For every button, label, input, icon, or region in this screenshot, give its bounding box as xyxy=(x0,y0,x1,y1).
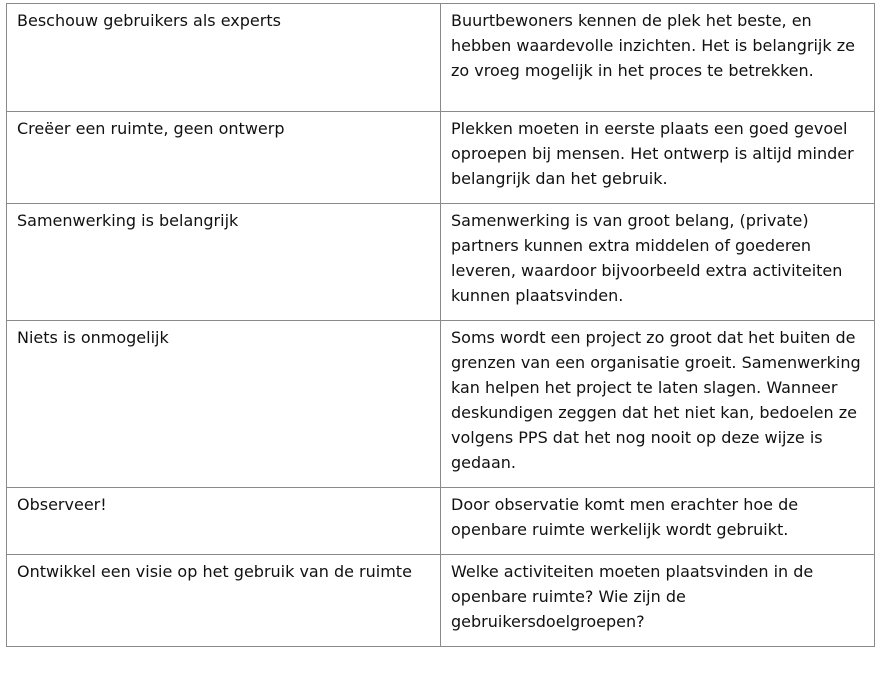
principles-table xyxy=(6,3,875,647)
table-row xyxy=(7,4,875,112)
description-cell: Samenwerking is van groot belang, (private) partners kunnen extra middelen of goederen leveren, waardoor bijvoorbeeld extra activiteiten kunnen plaatsvinden. xyxy=(441,204,875,321)
principle-cell: Observeer! xyxy=(7,488,441,555)
description-cell: Buurtbewoners kennen de plek het beste, en hebben waardevolle inzichten. Het is belangrijk ze zo vroeg mogelijk in het proces te betrekken. xyxy=(441,4,875,112)
principle-cell: Creëer een ruimte, geen ontwerp xyxy=(7,112,441,204)
table-row xyxy=(7,204,875,321)
table-row xyxy=(7,321,875,488)
principle-cell: Ontwikkel een visie op het gebruik van de ruimte xyxy=(7,555,441,647)
principle-cell: Niets is onmogelijk xyxy=(7,321,441,488)
description-cell: Welke activiteiten moeten plaatsvinden in de openbare ruimte? Wie zijn de gebruikersdoelgroepen? xyxy=(441,555,875,647)
principle-cell: Beschouw gebruikers als experts xyxy=(7,4,441,112)
description-cell: Door observatie komt men erachter hoe de openbare ruimte werkelijk wordt gebruikt. xyxy=(441,488,875,555)
table-row xyxy=(7,488,875,555)
table-row xyxy=(7,112,875,204)
description-cell: Plekken moeten in eerste plaats een goed gevoel oproepen bij mensen. Het ontwerp is altijd minder belangrijk dan het gebruik. xyxy=(441,112,875,204)
description-cell: Soms wordt een project zo groot dat het buiten de grenzen van een organisatie groeit. Samenwerking kan helpen het project te laten slagen. Wanneer deskundigen zeggen dat het niet kan, bedoelen ze volgens PPS dat het nog nooit op deze wijze is gedaan. xyxy=(441,321,875,488)
principles-table-body xyxy=(7,4,875,647)
table-row xyxy=(7,555,875,647)
principle-cell: Samenwerking is belangrijk xyxy=(7,204,441,321)
